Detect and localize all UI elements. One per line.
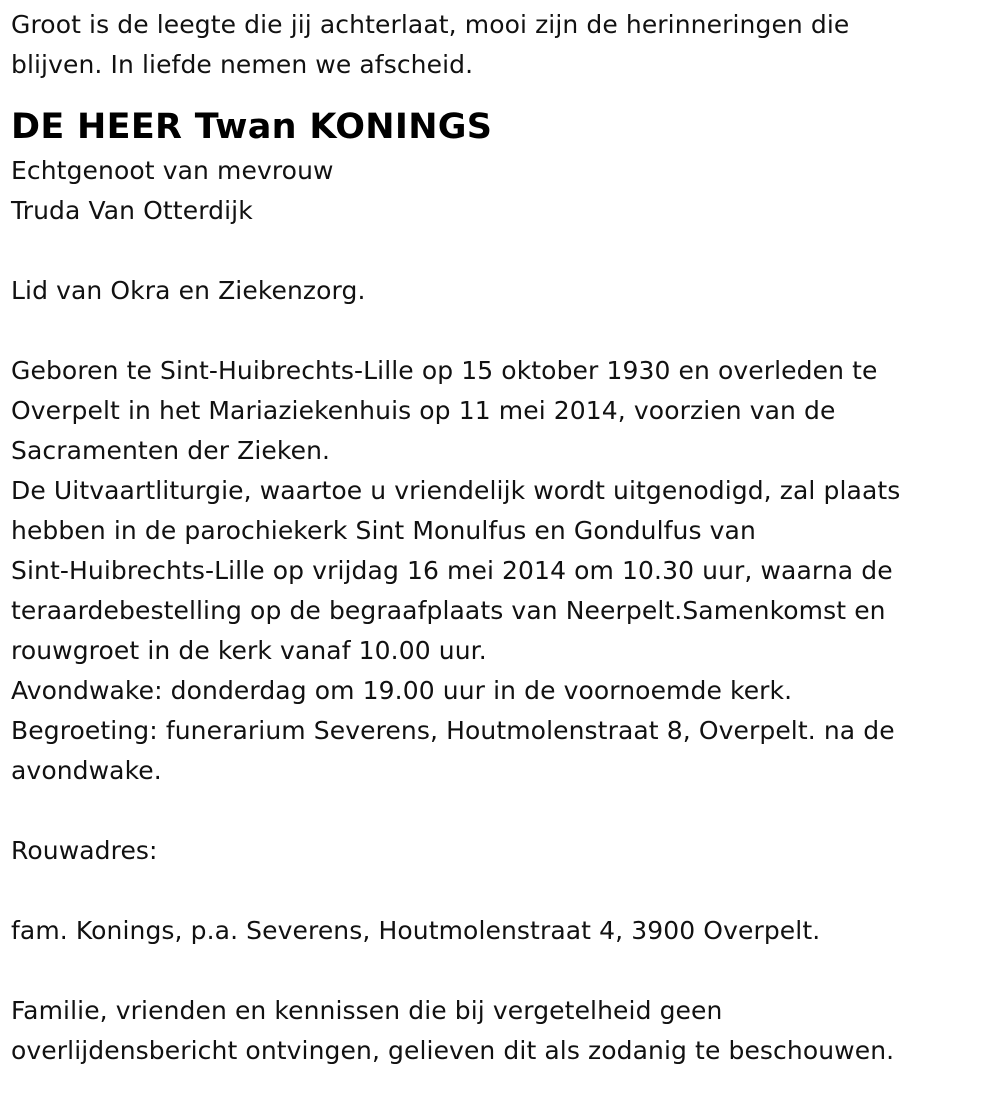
spouse-line-1: Echtgenoot van mevrouw <box>11 156 334 185</box>
obituary-notice <box>11 5 986 1071</box>
closing-line-2: overlijdensbericht ontvingen, gelieven dit als zodanig te beschouwen. <box>11 1036 895 1065</box>
details-line-11: avondwake. <box>11 756 162 785</box>
details-line-5: hebben in de parochiekerk Sint Monulfus en Gondulfus van <box>11 516 756 545</box>
details-line-7: teraardebestelling op de begraafplaats van Neerpelt.Samenkomst en <box>11 596 886 625</box>
address-label: Rouwadres: <box>11 836 158 865</box>
spacer <box>11 231 986 271</box>
spacer <box>11 791 986 831</box>
details-line-2: Overpelt in het Mariaziekenhuis op 11 mei 2014, voorzien van de <box>11 396 836 425</box>
intro-line-1: Groot is de leegte die jij achterlaat, mooi zijn de herinneringen die <box>11 10 850 39</box>
spacer <box>11 951 986 991</box>
details-line-4: De Uitvaartliturgie, waartoe u vriendelijk wordt uitgenodigd, zal plaats <box>11 476 901 505</box>
membership: Lid van Okra en Ziekenzorg. <box>11 276 366 305</box>
deceased-name: DE HEER Twan KONINGS <box>11 107 493 147</box>
details-line-6: Sint-Huibrechts-Lille op vrijdag 16 mei 2014 om 10.30 uur, waarna de <box>11 556 893 585</box>
spacer <box>11 871 986 911</box>
details-line-1: Geboren te Sint-Huibrechts-Lille op 15 oktober 1930 en overleden te <box>11 356 878 385</box>
details-line-10: Begroeting: funerarium Severens, Houtmolenstraat 8, Overpelt. na de <box>11 716 895 745</box>
closing-line-1: Familie, vrienden en kennissen die bij vergetelheid geen <box>11 996 723 1025</box>
address-value: fam. Konings, p.a. Severens, Houtmolenstraat 4, 3900 Overpelt. <box>11 916 821 945</box>
details-line-8: rouwgroet in de kerk vanaf 10.00 uur. <box>11 636 487 665</box>
details-line-9: Avondwake: donderdag om 19.00 uur in de voornoemde kerk. <box>11 676 793 705</box>
details-line-3: Sacramenten der Zieken. <box>11 436 331 465</box>
spouse-line-2: Truda Van Otterdijk <box>11 196 253 225</box>
spacer <box>11 311 986 351</box>
intro-line-2: blijven. In liefde nemen we afscheid. <box>11 50 474 79</box>
